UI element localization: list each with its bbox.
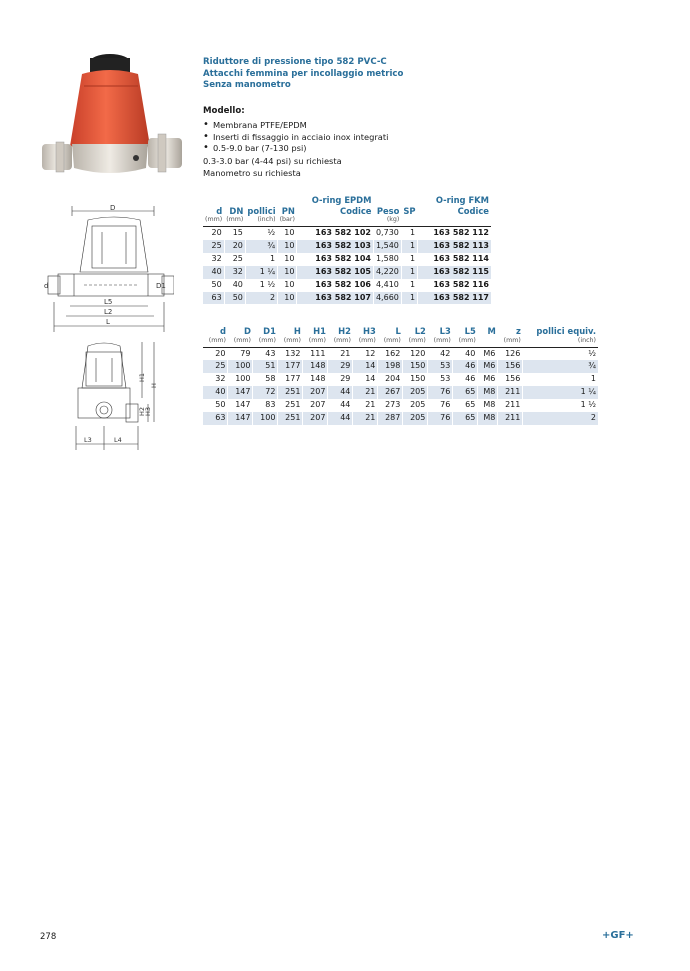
svg-text:H1: H1 xyxy=(138,372,146,382)
dims-table-cell: 132 xyxy=(278,347,303,360)
svg-text:H2: H2 xyxy=(138,406,146,416)
dims-table-header-label: H3 xyxy=(363,326,376,336)
dims-table-cell: 251 xyxy=(278,412,303,425)
dims-table-cell: 29 xyxy=(328,373,353,386)
dims-table-header-label: D xyxy=(244,326,251,336)
codes-table-row xyxy=(203,279,491,292)
dims-table-cell: 150 xyxy=(403,360,428,373)
dims-table-cell: 100 xyxy=(253,412,278,425)
dims-table-cell: M8 xyxy=(478,399,498,412)
codes-table-cell: 10 xyxy=(278,292,297,305)
dims-table-header-unit: (mm) xyxy=(458,336,476,344)
dims-table-header xyxy=(403,326,428,347)
codes-table-cell: 50 xyxy=(211,279,222,289)
codes-table-header-unit xyxy=(420,216,489,224)
dims-table-cell: 76 xyxy=(428,412,453,425)
codes-table-cell: ¾ xyxy=(245,240,277,253)
codes-table-cell: 15 xyxy=(224,227,245,240)
codes-table-cell: 4,410 xyxy=(373,279,401,292)
codes-table-header xyxy=(401,195,417,227)
codes-table-header-label: SP xyxy=(403,205,416,216)
codes-table-cell: 163 582 117 xyxy=(418,292,491,305)
dims-table-header-unit: (mm) xyxy=(433,336,451,344)
codes-table-cell: 50 xyxy=(224,292,245,305)
dims-table-cell: M6 xyxy=(478,360,498,373)
dims-table-cell: 76 xyxy=(428,386,453,399)
dims-table-cell: 162 xyxy=(378,347,403,360)
codes-table-cell: 1 xyxy=(401,240,417,253)
dims-table-cell: 147 xyxy=(228,412,253,425)
codes-table-header-label: PN xyxy=(281,205,295,216)
codes-table-cell: 163 582 112 xyxy=(418,227,491,240)
dims-table-row xyxy=(203,373,598,386)
dims-table-cell: 147 xyxy=(228,399,253,412)
dims-table-cell: 273 xyxy=(378,399,403,412)
product-title-line: Attacchi femmina per incollaggio metrico xyxy=(203,68,404,79)
dims-table-cell: 205 xyxy=(403,386,428,399)
dims-table-header-unit: (mm) xyxy=(208,336,226,344)
dims-table-cell: 20 xyxy=(215,348,226,358)
dims-table-cell: 46 xyxy=(453,373,478,386)
dims-table-cell: M8 xyxy=(478,386,498,399)
codes-table-header xyxy=(373,195,401,227)
codes-table-header-unit: (kg) xyxy=(386,216,400,223)
codes-table-cell: 1 xyxy=(401,253,417,266)
dims-table-cell: 21 xyxy=(353,412,378,425)
codes-table-cell: 25 xyxy=(224,253,245,266)
dims-table-cell: 63 xyxy=(203,412,228,425)
codes-table-cell: 10 xyxy=(278,266,297,279)
notes xyxy=(203,156,342,179)
dims-table-header-label: H xyxy=(293,326,301,336)
codes-table-cell: 1 xyxy=(401,292,417,305)
dims-table-cell: 83 xyxy=(253,399,278,412)
dims-table-row xyxy=(203,386,598,399)
codes-table-cell: 32 xyxy=(224,266,245,279)
dims-table-header-label: d xyxy=(219,326,226,336)
dims-table-header-label: L2 xyxy=(414,326,426,336)
codes-table-cell: 2 xyxy=(245,292,277,305)
feature-item: • Membrana PTFE/EPDM xyxy=(203,120,388,132)
codes-table-cell: 10 xyxy=(278,240,297,253)
svg-text:D1: D1 xyxy=(156,282,166,290)
dims-table-header xyxy=(353,326,378,347)
dims-table-cell: 21 xyxy=(353,386,378,399)
dims-table-cell: 100 xyxy=(228,360,253,373)
feature-item: • Inserti di fissaggio in acciaio inox integrati xyxy=(203,132,388,144)
codes-table-header xyxy=(278,195,297,227)
dims-table-cell: 1 ½ xyxy=(523,399,598,412)
codes-table-cell: 163 582 103 xyxy=(297,240,374,253)
codes-table-row xyxy=(203,266,491,279)
codes-table-cell: 1 xyxy=(401,279,417,292)
codes-table-cell: 32 xyxy=(211,253,222,263)
codes-table-cell: 20 xyxy=(211,228,222,237)
codes-table-cell: 1 xyxy=(245,253,277,266)
dims-table-cell: 44 xyxy=(328,399,353,412)
dims-table-cell: 44 xyxy=(328,386,353,399)
codes-table-header xyxy=(297,195,374,227)
dims-table-header-unit: (mm) xyxy=(383,336,401,344)
dims-table-header-unit: (mm) xyxy=(283,336,301,344)
dims-table-cell: 211 xyxy=(498,399,523,412)
svg-text:L3: L3 xyxy=(84,436,92,444)
dims-table-header xyxy=(228,326,253,347)
codes-table-cell: 163 582 115 xyxy=(418,266,491,279)
dims-table-cell: 267 xyxy=(378,386,403,399)
dims-table-cell: 207 xyxy=(303,386,328,399)
codes-table-cell: 4,660 xyxy=(373,292,401,305)
codes-table-cell: 40 xyxy=(224,279,245,292)
dims-table-cell: 40 xyxy=(203,386,228,399)
codes-table-header-unit: (mm) xyxy=(205,216,223,223)
dims-table-header xyxy=(278,326,303,347)
dims-table-header-label: L5 xyxy=(464,326,476,336)
brand-logo: +GF+ xyxy=(602,930,634,941)
codes-table-cell: 40 xyxy=(203,266,224,279)
dims-table-header xyxy=(478,326,498,347)
dims-table-cell: M6 xyxy=(478,373,498,386)
codes-table-cell: 1 ¼ xyxy=(245,266,277,279)
codes-table-row xyxy=(203,292,491,305)
svg-text:H3: H3 xyxy=(144,406,152,416)
dims-table-cell: 251 xyxy=(278,399,303,412)
codes-table-header-unit xyxy=(403,216,415,224)
dims-table-header-label: z xyxy=(515,326,521,336)
dims-table-cell: 198 xyxy=(378,360,403,373)
dims-table-cell: 65 xyxy=(453,412,478,425)
dims-table-cell: 207 xyxy=(303,399,328,412)
dims-table-cell: 120 xyxy=(403,347,428,360)
dims-table-cell: 1 ¼ xyxy=(523,386,598,399)
model-heading: Modello: xyxy=(203,106,245,116)
svg-text:H: H xyxy=(150,383,158,388)
dims-table-cell: 50 xyxy=(215,400,226,410)
dims-table-header xyxy=(523,326,598,347)
dims-table-cell: 76 xyxy=(428,399,453,412)
codes-table-header-unit: (inch) xyxy=(257,216,276,223)
note-line: Manometro su richiesta xyxy=(203,167,301,178)
dims-table-cell: 43 xyxy=(253,347,278,360)
dims-table-cell: 32 xyxy=(215,374,226,384)
codes-table-cell: ½ xyxy=(245,227,277,240)
dims-table-header-unit: (mm) xyxy=(233,336,251,344)
dims-table-row xyxy=(203,399,598,412)
codes-table-header-unit: (bar) xyxy=(279,216,295,223)
dims-table-header xyxy=(453,326,478,347)
codes-table-row xyxy=(203,253,491,266)
svg-text:L4: L4 xyxy=(114,436,122,444)
dims-table-cell: 58 xyxy=(253,373,278,386)
note-line: 0.3-3.0 bar (4-44 psi) su richiesta xyxy=(203,156,342,166)
dims-table-cell: 211 xyxy=(498,386,523,399)
codes-table-cell: 1 xyxy=(401,266,417,279)
dims-table-header xyxy=(303,326,328,347)
dims-table-header xyxy=(253,326,278,347)
codes-table-cell: 1 xyxy=(401,227,417,240)
dims-table-cell: 2 xyxy=(523,412,598,425)
dims-table-header-label: L xyxy=(395,326,401,336)
dims-table-cell: M6 xyxy=(478,347,498,360)
dims-table-cell: 14 xyxy=(353,373,378,386)
dims-table-header-unit xyxy=(480,337,496,345)
feature-item: • 0.5-9.0 bar (7-130 psi) xyxy=(203,143,388,155)
codes-table-cell: 163 582 114 xyxy=(418,253,491,266)
dims-table-cell: 156 xyxy=(498,360,523,373)
codes-table-cell: 163 582 116 xyxy=(418,279,491,292)
svg-text:D: D xyxy=(110,204,116,212)
svg-text:d: d xyxy=(44,282,49,290)
dims-table-cell: 207 xyxy=(303,412,328,425)
dims-table-header-label: D1 xyxy=(263,326,276,336)
dims-table-header-unit: (mm) xyxy=(358,336,376,344)
product-title-line: Senza manometro xyxy=(203,80,291,91)
dims-table-cell: 251 xyxy=(278,386,303,399)
dims-table-cell: 42 xyxy=(428,347,453,360)
codes-table-header-label: Peso xyxy=(376,205,400,216)
valve-photo xyxy=(38,48,190,180)
dims-table-cell: 40 xyxy=(453,347,478,360)
codes-table-row xyxy=(203,227,491,240)
dims-table-cell: ¾ xyxy=(523,360,598,373)
dims-table-header-label: M xyxy=(487,326,496,336)
dims-table-cell: 111 xyxy=(303,347,328,360)
page-number: 278 xyxy=(40,932,57,942)
dims-table-header-label: pollici equiv. xyxy=(536,326,596,336)
codes-table-cell: 10 xyxy=(278,253,297,266)
codes-table xyxy=(203,195,491,304)
codes-table-cell: 163 582 105 xyxy=(297,266,374,279)
feature-list xyxy=(203,120,388,155)
technical-drawing-front xyxy=(44,202,174,342)
product-title-line: Riduttore di pressione tipo 582 PVC-C xyxy=(203,57,387,67)
codes-table-header xyxy=(245,195,277,227)
dims-table-cell: 79 xyxy=(228,347,253,360)
dims-table-cell: 53 xyxy=(428,360,453,373)
dimensions-table xyxy=(203,326,598,425)
codes-table-cell: 1,580 xyxy=(373,253,401,266)
svg-text:L2: L2 xyxy=(104,308,113,316)
dims-table-header xyxy=(378,326,403,347)
dims-table-cell: 72 xyxy=(253,386,278,399)
codes-table-row xyxy=(203,240,491,253)
dims-table-cell: 29 xyxy=(328,360,353,373)
codes-table-header-unit: (mm) xyxy=(226,216,244,223)
codes-table-header xyxy=(224,195,245,227)
dims-table-cell: 126 xyxy=(498,347,523,360)
codes-table-cell: 10 xyxy=(278,279,297,292)
dims-table-header-unit: (mm) xyxy=(258,336,276,344)
dims-table-header-label: L3 xyxy=(439,326,451,336)
dims-table-cell: 177 xyxy=(278,373,303,386)
dims-table-row xyxy=(203,360,598,373)
dims-table-cell: 65 xyxy=(453,386,478,399)
codes-table-cell: 63 xyxy=(203,292,224,305)
svg-text:L: L xyxy=(106,318,110,326)
dims-table-cell: 205 xyxy=(403,399,428,412)
dims-table-header-unit: (mm) xyxy=(308,336,326,344)
codes-table-header-label: DN xyxy=(229,205,244,216)
dims-table-header-unit: (mm) xyxy=(503,336,521,344)
codes-table-cell: 4,220 xyxy=(373,266,401,279)
codes-table-header xyxy=(418,195,491,227)
dims-table-cell: 148 xyxy=(303,360,328,373)
codes-table-header-label: pollici xyxy=(247,205,276,216)
codes-table-header-label: O-ring FKM Codice xyxy=(435,195,489,216)
dims-table-cell: 147 xyxy=(228,386,253,399)
dims-table-header xyxy=(498,326,523,347)
codes-table-cell: 163 582 104 xyxy=(297,253,374,266)
dims-table-cell: 156 xyxy=(498,373,523,386)
codes-table-cell: 1 ½ xyxy=(245,279,277,292)
codes-table-cell: 10 xyxy=(278,227,297,240)
dims-table-cell: 65 xyxy=(453,399,478,412)
codes-table-cell: 0,730 xyxy=(373,227,401,240)
codes-table-header-unit xyxy=(299,216,372,224)
codes-table-header xyxy=(203,195,224,227)
codes-table-header-label: d xyxy=(216,205,223,216)
dims-table-cell: 53 xyxy=(428,373,453,386)
dims-table-header xyxy=(203,326,228,347)
codes-table-cell: 163 582 107 xyxy=(297,292,374,305)
codes-table-cell: 1,540 xyxy=(373,240,401,253)
dims-table-row xyxy=(203,412,598,425)
dims-table-cell: 21 xyxy=(328,347,353,360)
dims-table-cell: 205 xyxy=(403,412,428,425)
dims-table-header-unit: (mm) xyxy=(408,336,426,344)
dims-table-cell: 287 xyxy=(378,412,403,425)
dims-table-cell: 25 xyxy=(203,360,228,373)
dims-table-header xyxy=(328,326,353,347)
dims-table-row xyxy=(203,347,598,360)
technical-drawing-side xyxy=(58,338,168,453)
dims-table-cell: 14 xyxy=(353,360,378,373)
codes-table-cell: 163 582 102 xyxy=(297,227,374,240)
dims-table-cell: 148 xyxy=(303,373,328,386)
dims-table-cell: 12 xyxy=(353,347,378,360)
dims-table-cell: 1 xyxy=(523,373,598,386)
dims-table-header-label: H1 xyxy=(313,326,326,336)
dims-table-cell: 44 xyxy=(328,412,353,425)
dims-table-cell: M8 xyxy=(478,412,498,425)
codes-table-header-label: O-ring EPDM Codice xyxy=(311,195,372,216)
dims-table-cell: 46 xyxy=(453,360,478,373)
dims-table-cell: 211 xyxy=(498,412,523,425)
dims-table-cell: 177 xyxy=(278,360,303,373)
dims-table-cell: ½ xyxy=(523,347,598,360)
dims-table-cell: 51 xyxy=(253,360,278,373)
dims-table-cell: 21 xyxy=(353,399,378,412)
dims-table-cell: 204 xyxy=(378,373,403,386)
svg-text:L5: L5 xyxy=(104,298,113,306)
dims-table-cell: 100 xyxy=(228,373,253,386)
dims-table-header-unit: (mm) xyxy=(333,336,351,344)
dims-table-header xyxy=(428,326,453,347)
dims-table-cell: 150 xyxy=(403,373,428,386)
dims-table-header-label: H2 xyxy=(338,326,351,336)
dims-table-header-unit: (inch) xyxy=(577,336,596,344)
codes-table-cell: 25 xyxy=(203,240,224,253)
product-title xyxy=(203,57,503,92)
codes-table-cell: 163 582 113 xyxy=(418,240,491,253)
codes-table-cell: 20 xyxy=(224,240,245,253)
codes-table-cell: 163 582 106 xyxy=(297,279,374,292)
